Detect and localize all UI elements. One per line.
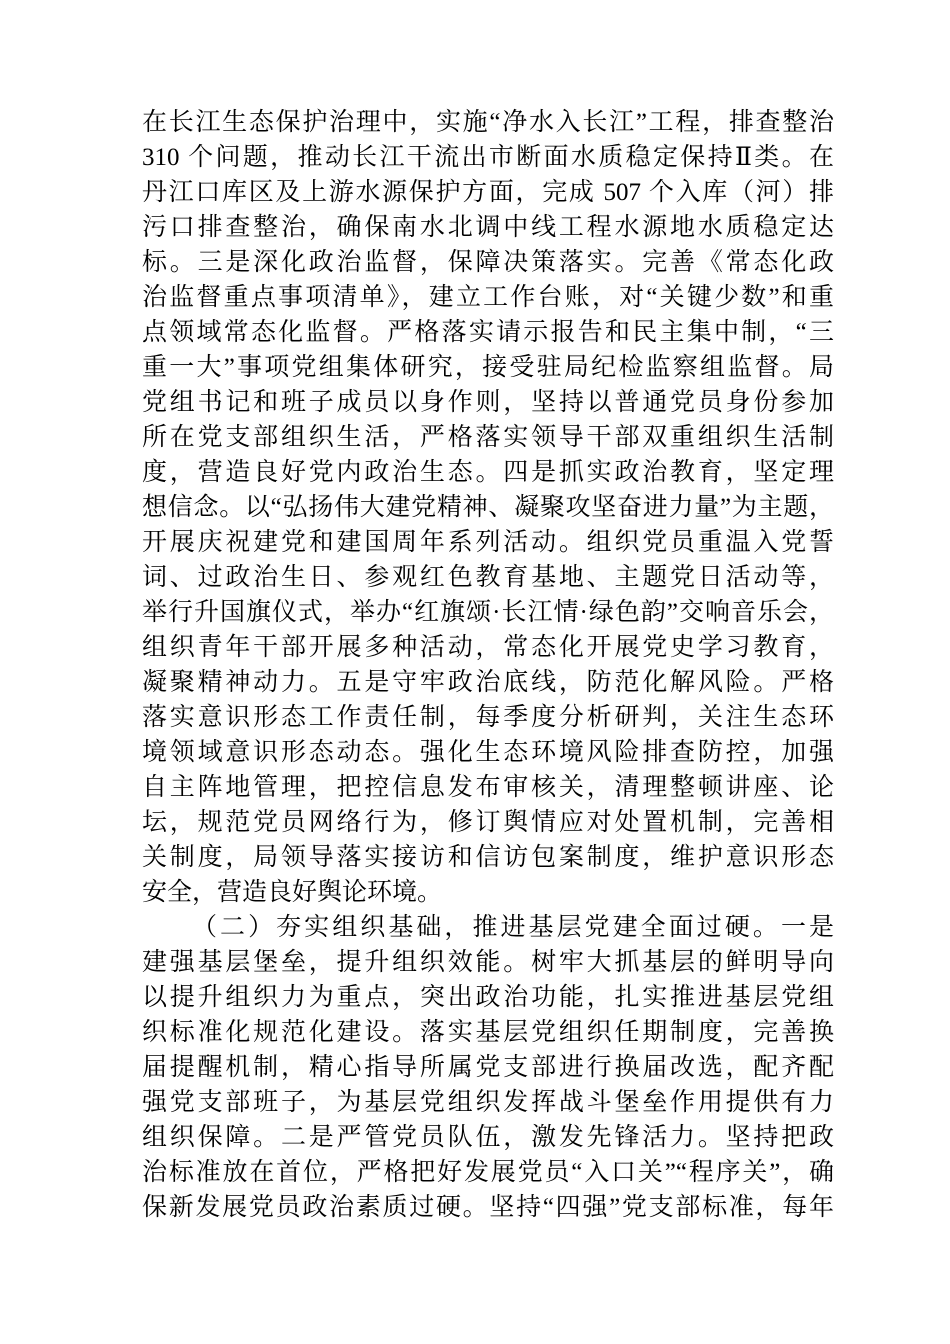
text-line: 污口排查整治，确保南水北调中线工程水源地水质稳定达 — [142, 214, 834, 241]
text-line: 所在党支部组织生活，严格落实领导干部双重组织生活制 — [142, 424, 834, 451]
text-line: 组织青年干部开展多种活动，常态化开展党史学习教育， — [142, 634, 834, 661]
text-line: 组织保障。二是严管党员队伍，激发先锋活力。坚持把政 — [142, 1124, 834, 1151]
text-line: 境领域意识形态动态。强化生态环境风险排查防控，加强 — [142, 739, 834, 766]
text-line: 落实意识形态工作责任制，每季度分析研判，关注生态环 — [142, 704, 834, 731]
text-line: 保新发展党员政治素质过硬。坚持“四强”党支部标准，每年 — [142, 1194, 834, 1221]
text-line: 党组书记和班子成员以身作则，坚持以普通党员身份参加 — [142, 389, 834, 416]
text-line: 重一大”事项党组集体研究，接受驻局纪检监察组监督。局 — [142, 354, 834, 381]
text-line: 310 个问题，推动长江干流出市断面水质稳定保持Ⅱ类。在 — [142, 144, 834, 171]
text-line: 开展庆祝建党和建国周年系列活动。组织党员重温入党誓 — [142, 529, 834, 556]
text-line: 词、过政治生日、参观红色教育基地、主题党日活动等， — [142, 564, 834, 591]
text-line: 治标准放在首位，严格把好发展党员“入口关”“程序关”，确 — [142, 1159, 834, 1186]
text-line: 强党支部班子，为基层党组织发挥战斗堡垒作用提供有力 — [142, 1089, 834, 1116]
text-line: 标。三是深化政治监督，保障决策落实。完善《常态化政 — [142, 249, 834, 276]
text-line: 度，营造良好党内政治生态。四是抓实政治教育，坚定理 — [142, 459, 834, 486]
text-line: 建强基层堡垒，提升组织效能。树牢大抓基层的鲜明导向 — [142, 949, 834, 976]
text-line: 凝聚精神动力。五是守牢政治底线，防范化解风险。严格 — [142, 669, 834, 696]
text-line: 关制度，局领导落实接访和信访包案制度，维护意识形态 — [142, 844, 834, 871]
text-line: 届提醒机制，精心指导所属党支部进行换届改选，配齐配 — [142, 1054, 834, 1081]
text-line: （二）夯实组织基础，推进基层党建全面过硬。一是 — [192, 914, 834, 941]
text-line: 坛，规范党员网络行为，修订舆情应对处置机制，完善相 — [142, 809, 834, 836]
document-text-block — [142, 105, 834, 1225]
text-line: 举行升国旗仪式，举办“红旗颂·长江情·绿色韵”交响音乐会， — [142, 599, 834, 626]
text-line: 安全，营造良好舆论环境。 — [142, 879, 443, 906]
text-line: 丹江口库区及上游水源保护方面，完成 507 个入库（河）排 — [142, 179, 834, 206]
text-line: 自主阵地管理，把控信息发布审核关，清理整顿讲座、论 — [142, 774, 834, 801]
text-line: 点领域常态化监督。严格落实请示报告和民主集中制，“三 — [142, 319, 834, 346]
text-line: 想信念。以“弘扬伟大建党精神、凝聚攻坚奋进力量”为主题， — [142, 494, 834, 521]
text-line: 治监督重点事项清单》，建立工作台账，对“关键少数”和重 — [142, 284, 834, 311]
text-line: 以提升组织力为重点，突出政治功能，扎实推进基层党组 — [142, 984, 834, 1011]
text-line: 织标准化规范化建设。落实基层党组织任期制度，完善换 — [142, 1019, 834, 1046]
text-line: 在长江生态保护治理中，实施“净水入长江”工程，排查整治 — [142, 109, 834, 136]
